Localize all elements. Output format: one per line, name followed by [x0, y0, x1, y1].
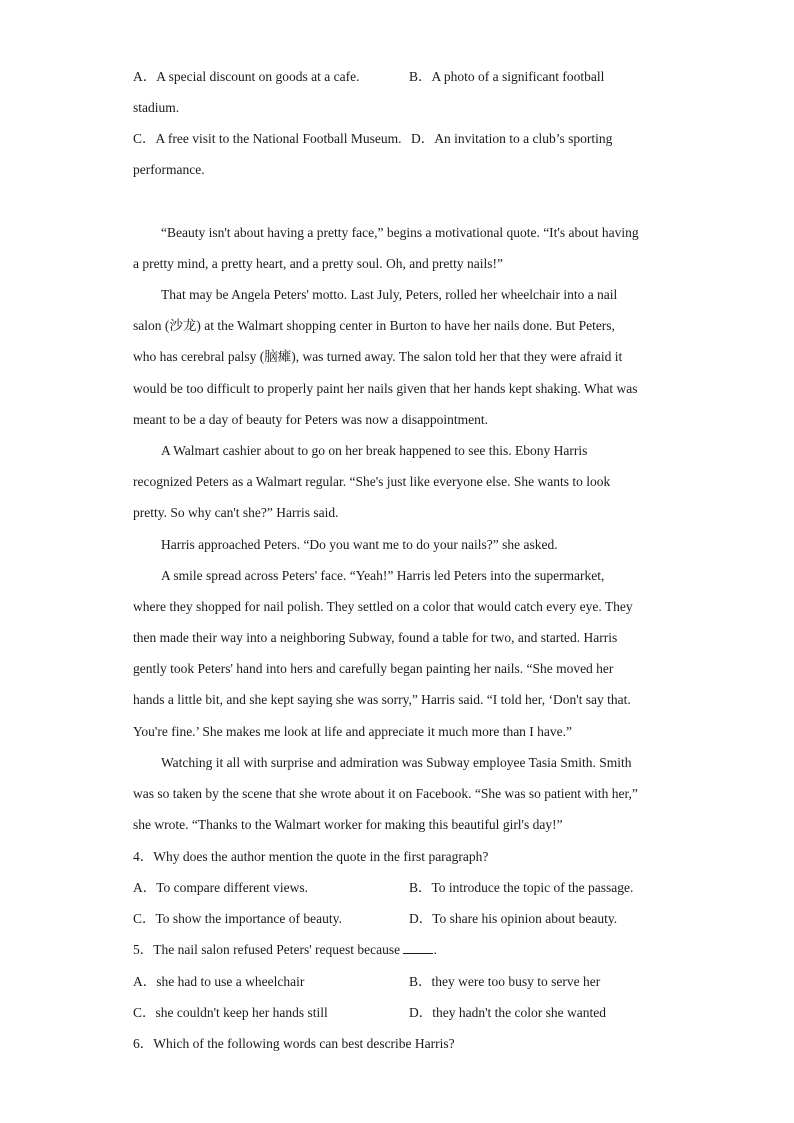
passage-p2-line5: meant to be a day of beauty for Peters was now a disappointment.	[133, 412, 489, 427]
passage-p3-line3: pretty. So why can't she?” Harris said.	[133, 505, 339, 520]
passage-p5-line1: A smile spread across Peters' face. “Yeah!” Harris led Peters into the supermarket,	[161, 568, 605, 583]
passage-p2-line3: who has cerebral palsy (脑瘫), was turned away. The salon told her that they were afraid it	[133, 349, 623, 364]
passage-p6-line2: was so taken by the scene that she wrote about it on Facebook. “She was so patient with her,”	[133, 786, 638, 801]
question-4-option-d: D．To share his opinion about beauty.	[409, 911, 618, 926]
question-5-option-c: C．she couldn't keep her hands still	[133, 1005, 328, 1020]
passage-p2-line1: That may be Angela Peters' motto. Last July, Peters, rolled her wheelchair into a nail	[161, 287, 618, 302]
question-5-stem-row	[133, 941, 437, 959]
passage-p1-line2: a pretty mind, a pretty heart, and a pretty soul. Oh, and pretty nails!”	[133, 256, 504, 271]
question-4-stem: 4．Why does the author mention the quote in the first paragraph?	[133, 849, 489, 864]
question-6-stem: 6．Which of the following words can best describe Harris?	[133, 1036, 455, 1051]
prev-option-b: B．A photo of a significant football	[409, 69, 605, 84]
question-5-stem: 5．The nail salon refused Peters' request because	[133, 942, 401, 957]
prev-option-a: A．A special discount on goods at a cafe.	[133, 69, 360, 84]
passage-p5-line6: You're fine.’ She makes me look at life and appreciate it much more than I have.”	[133, 724, 573, 739]
passage-p5-line4: gently took Peters' hand into hers and carefully began painting her nails. “She moved her	[133, 661, 614, 676]
question-4-option-c: C．To show the importance of beauty.	[133, 911, 342, 926]
question-5-option-a: A．she had to use a wheelchair	[133, 974, 305, 989]
passage-p5-line5: hands a little bit, and she kept saying she was sorry,” Harris said. “I told her, ‘Don't say that.	[133, 692, 631, 707]
prev-option-c: C．A free visit to the National Football Museum.	[133, 131, 402, 146]
passage-p6-line1: Watching it all with surprise and admiration was Subway employee Tasia Smith. Smith	[161, 755, 632, 770]
passage-p3-line1: A Walmart cashier about to go on her break happened to see this. Ebony Harris	[161, 443, 588, 458]
question-4-option-b: B．To introduce the topic of the passage.	[409, 880, 634, 895]
passage-p2-line2: salon (沙龙) at the Walmart shopping center in Burton to have her nails done. But Peters,	[133, 318, 615, 333]
passage-p3-line2: recognized Peters as a Walmart regular. “She's just like everyone else. She wants to look	[133, 474, 611, 489]
question-5-stem-end: .	[433, 942, 437, 957]
question-4-option-a: A．To compare different views.	[133, 880, 308, 895]
passage-p6-line3: she wrote. “Thanks to the Walmart worker for making this beautiful girl's day!”	[133, 817, 563, 832]
passage-p4-line1: Harris approached Peters. “Do you want me to do your nails?” she asked.	[161, 537, 558, 552]
prev-option-d-continued: performance.	[133, 162, 205, 177]
question-5-option-b: B．they were too busy to serve her	[409, 974, 601, 989]
prev-option-b-continued: stadium.	[133, 100, 180, 115]
passage-p5-line2: where they shopped for nail polish. They settled on a color that would catch every eye. They	[133, 599, 633, 614]
passage-p1-line1: “Beauty isn't about having a pretty face,” begins a motivational quote. “It's about having	[161, 225, 639, 240]
prev-option-d: D．An invitation to a club’s sporting	[411, 131, 613, 146]
passage-p2-line4: would be too difficult to properly paint her nails given that her hands kept shaking. What was	[133, 381, 638, 396]
answer-blank	[403, 941, 433, 954]
question-5-option-d: D．they hadn't the color she wanted	[409, 1005, 607, 1020]
passage-p5-line3: then made their way into a neighboring Subway, found a table for two, and started. Harris	[133, 630, 618, 645]
